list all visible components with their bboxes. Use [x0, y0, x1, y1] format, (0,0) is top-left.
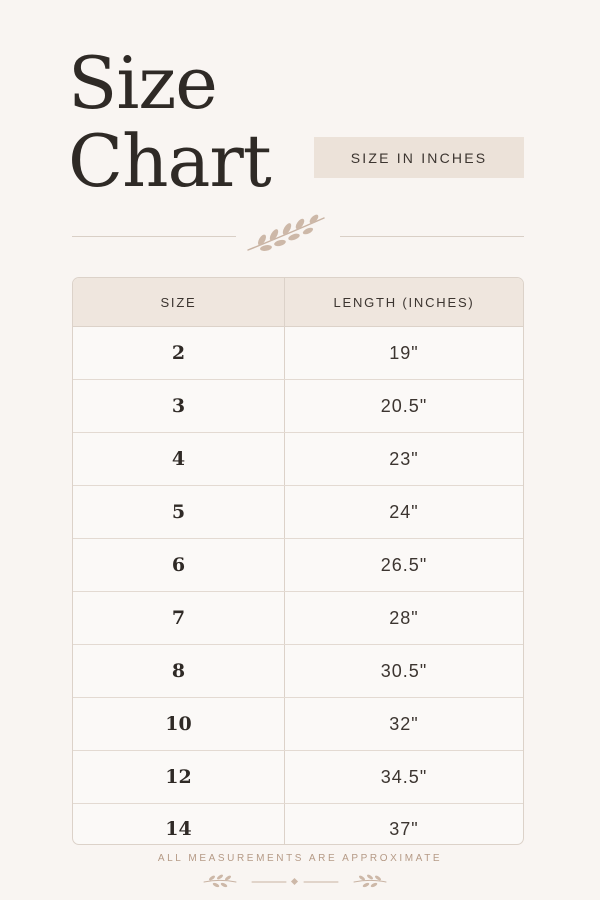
table-row — [73, 804, 523, 845]
table-row — [73, 698, 523, 751]
page-title — [68, 41, 271, 203]
cell-length: 26.5" — [380, 554, 428, 575]
table-row — [73, 592, 523, 645]
cell-size: 3 — [73, 380, 285, 432]
cell-length: 30.5" — [380, 660, 428, 681]
table-row — [73, 380, 523, 433]
cell-length: 23" — [389, 448, 419, 469]
cell-length: 28" — [389, 607, 419, 628]
size-table — [72, 277, 524, 845]
title-line-1: Size — [68, 41, 217, 125]
cell-length: 34.5" — [380, 766, 428, 787]
table-row — [73, 327, 523, 380]
table-row — [73, 645, 523, 698]
cell-size: 8 — [73, 645, 285, 697]
table-row — [73, 751, 523, 804]
cell-length: 24" — [389, 501, 419, 522]
cell-length: 20.5" — [380, 395, 428, 416]
cell-length: 32" — [389, 713, 419, 734]
unit-badge: SIZE IN INCHES — [314, 137, 524, 178]
cell-size: 2 — [73, 327, 285, 379]
cell-size: 6 — [73, 539, 285, 591]
header-length: LENGTH (INCHES) — [333, 294, 475, 310]
leaf-sprig-icon — [244, 212, 330, 256]
cell-size: 10 — [73, 698, 285, 750]
divider-right — [340, 236, 524, 237]
leaf-ornament-icon — [200, 871, 390, 891]
table-header — [73, 278, 523, 327]
divider-left — [72, 236, 236, 237]
table-row — [73, 433, 523, 486]
footer-note: ALL MEASUREMENTS ARE APPROXIMATE — [157, 853, 443, 864]
header-size: SIZE — [73, 278, 285, 326]
cell-size: 4 — [73, 433, 285, 485]
cell-size: 12 — [73, 751, 285, 803]
table-row — [73, 486, 523, 539]
cell-size: 14 — [73, 804, 285, 845]
cell-length: 19" — [389, 342, 419, 363]
cell-length: 37" — [389, 818, 419, 839]
table-row — [73, 539, 523, 592]
title-line-2: Chart — [68, 119, 271, 203]
cell-size: 5 — [73, 486, 285, 538]
cell-size: 7 — [73, 592, 285, 644]
